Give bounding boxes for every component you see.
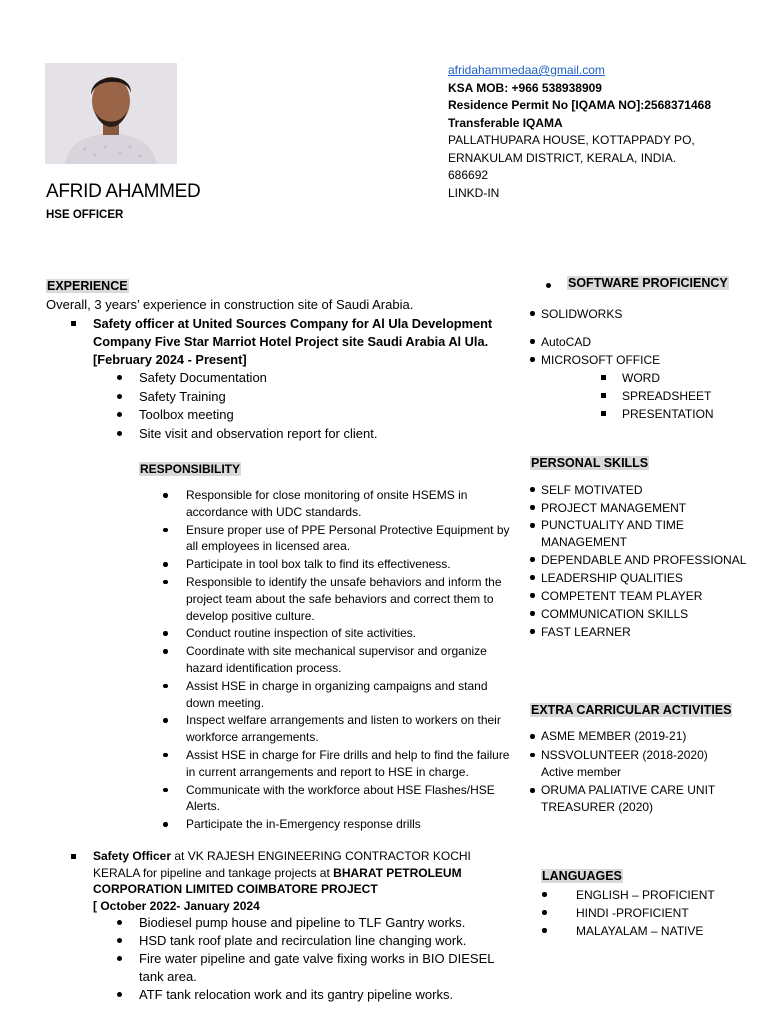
job-list-2 xyxy=(93,848,513,914)
candidate-role: HSE OFFICER xyxy=(46,209,124,221)
job2-client: BHARAT PETROLEUM CORPORATION LIMITED COIMBATORE PROJECT xyxy=(93,865,462,896)
list-item: Responsible to identify the unsafe behaviors and inform the project team about the safe behaviors and correct them to develop positive culture. xyxy=(186,574,516,624)
list-item: PUNCTUALITY AND TIME MANAGEMENT xyxy=(541,517,756,550)
list-item: Inspect welfare arrangements and listen to workers on their workforce arrangements. xyxy=(186,712,516,746)
list-item: Biodiesel pump house and pipeline to TLF Gantry works. xyxy=(139,914,519,932)
responsibility-list xyxy=(186,487,516,834)
contact-block xyxy=(448,62,711,202)
postal-code: 686692 xyxy=(448,168,489,182)
candidate-name: AFRID AHAMMED xyxy=(46,181,201,202)
job2-company: at VK RAJESH ENGINEERING CONTRACTOR KOCHI KERALA for pipeline and tankage projects at xyxy=(93,849,471,880)
list-item: Site visit and observation report for client. xyxy=(139,425,377,444)
iqama-number: Residence Permit No [IQAMA NO]:2568371468 xyxy=(448,98,711,112)
job-title-1: Safety officer at United Sources Company for Al Ula Development Company Five Star Marriot Hotel Project site Saudi Arabia Al Ula. [February 2024 - Present] xyxy=(93,315,513,369)
personal-skills-heading: PERSONAL SKILLS xyxy=(531,456,649,470)
list-item: SOLIDWORKS xyxy=(541,305,660,323)
list-item: Toolbox meeting xyxy=(139,406,377,425)
languages-heading: LANGUAGES xyxy=(542,869,622,883)
list-item: Coordinate with site mechanical supervisor and organize hazard identification process. xyxy=(186,643,516,677)
job1-duties xyxy=(139,369,377,443)
bullet-icon xyxy=(546,283,551,288)
list-item: Communicate with the workforce about HSE Flashes/HSE Alerts. xyxy=(186,782,516,816)
list-item: NSSVOLUNTEER (2018-2020) Active member xyxy=(541,747,731,781)
software-heading: SOFTWARE PROFICIENCY xyxy=(568,276,728,290)
experience-heading: EXPERIENCE xyxy=(47,279,128,293)
list-item: HSD tank roof plate and recirculation line changing work. xyxy=(139,932,519,950)
list-item: ENGLISH – PROFICIENT xyxy=(576,888,715,902)
list-item: Participate in tool box talk to find its effectiveness. xyxy=(186,556,516,573)
job2-role: Safety Officer xyxy=(93,849,172,863)
list-item: WORD xyxy=(622,369,714,387)
list-item: SELF MOTIVATED xyxy=(541,481,756,499)
job2-dates: [ October 2022- January 2024 xyxy=(93,898,260,913)
list-item: ATF tank relocation work and its gantry pipeline works. xyxy=(139,986,519,1004)
list-item: ASME MEMBER (2019-21) xyxy=(541,728,731,745)
list-item: Conduct routine inspection of site activities. xyxy=(186,625,516,642)
address-line-2: ERNAKULAM DISTRICT, KERALA, INDIA. xyxy=(448,150,677,165)
profile-photo xyxy=(45,63,177,164)
list-item: Ensure proper use of PPE Personal Protective Equipment by all employees in licensed area. xyxy=(186,522,516,556)
languages-list xyxy=(576,886,715,940)
list-item: FAST LEARNER xyxy=(541,623,756,641)
person-photo-icon xyxy=(45,63,177,164)
job2-duties xyxy=(139,914,519,1004)
extra-activities-list xyxy=(541,728,731,816)
list-item: MALAYALAM – NATIVE xyxy=(576,922,715,940)
list-item: COMMUNICATION SKILLS xyxy=(541,605,756,623)
list-item: Responsible for close monitoring of onsite HSEMS in accordance with UDC standards. xyxy=(186,487,516,521)
list-item: DEPENDABLE AND PROFESSIONAL xyxy=(541,551,756,569)
job-list-1 xyxy=(93,315,513,369)
software-list xyxy=(541,305,660,369)
experience-overall: Overall, 3 years’ experience in construction site of Saudi Arabia. xyxy=(46,297,414,312)
list-item: Assist HSE in charge in organizing campaigns and stand down meeting. xyxy=(186,678,516,712)
linkedin-label: LINKD-IN xyxy=(448,185,500,200)
list-item: Fire water pipeline and gate valve fixing works in BIO DIESEL tank area. xyxy=(139,950,519,986)
list-item: PRESENTATION xyxy=(622,407,714,421)
list-item: COMPETENT TEAM PLAYER xyxy=(541,587,756,605)
transferable-iqama: Transferable IQAMA xyxy=(448,115,563,130)
personal-skills-list xyxy=(541,481,756,641)
responsibility-heading: RESPONSIBILITY xyxy=(140,462,241,476)
list-item: ORUMA PALIATIVE CARE UNIT TREASURER (2020) xyxy=(541,782,731,816)
list-item: Participate the in-Emergency response drills xyxy=(186,816,516,833)
list-item: HINDI -PROFICIENT xyxy=(576,904,715,922)
list-item: Safety Training xyxy=(139,388,377,407)
list-item: SPREADSHEET xyxy=(622,387,714,405)
list-item: PROJECT MANAGEMENT xyxy=(541,499,756,517)
job-title-2 xyxy=(93,848,513,914)
list-item: MICROSOFT OFFICE xyxy=(541,353,661,367)
office-sublist xyxy=(622,369,714,423)
extra-activities-heading: EXTRA CARRICULAR ACTIVITIES xyxy=(531,703,732,717)
list-item: LEADERSHIP QUALITIES xyxy=(541,569,756,587)
list-item: AutoCAD xyxy=(541,333,660,351)
list-item: Assist HSE in charge for Fire drills and help to find the failure in current arrangements and report to HSE in charge. xyxy=(186,747,516,781)
list-item: Safety Documentation xyxy=(139,369,377,388)
address-line-1: PALLATHUPARA HOUSE, KOTTAPPADY PO, xyxy=(448,133,695,147)
mobile-number: KSA MOB: +966 538938909 xyxy=(448,80,602,95)
email-link[interactable]: afridahammedaa@gmail.com xyxy=(448,63,605,77)
